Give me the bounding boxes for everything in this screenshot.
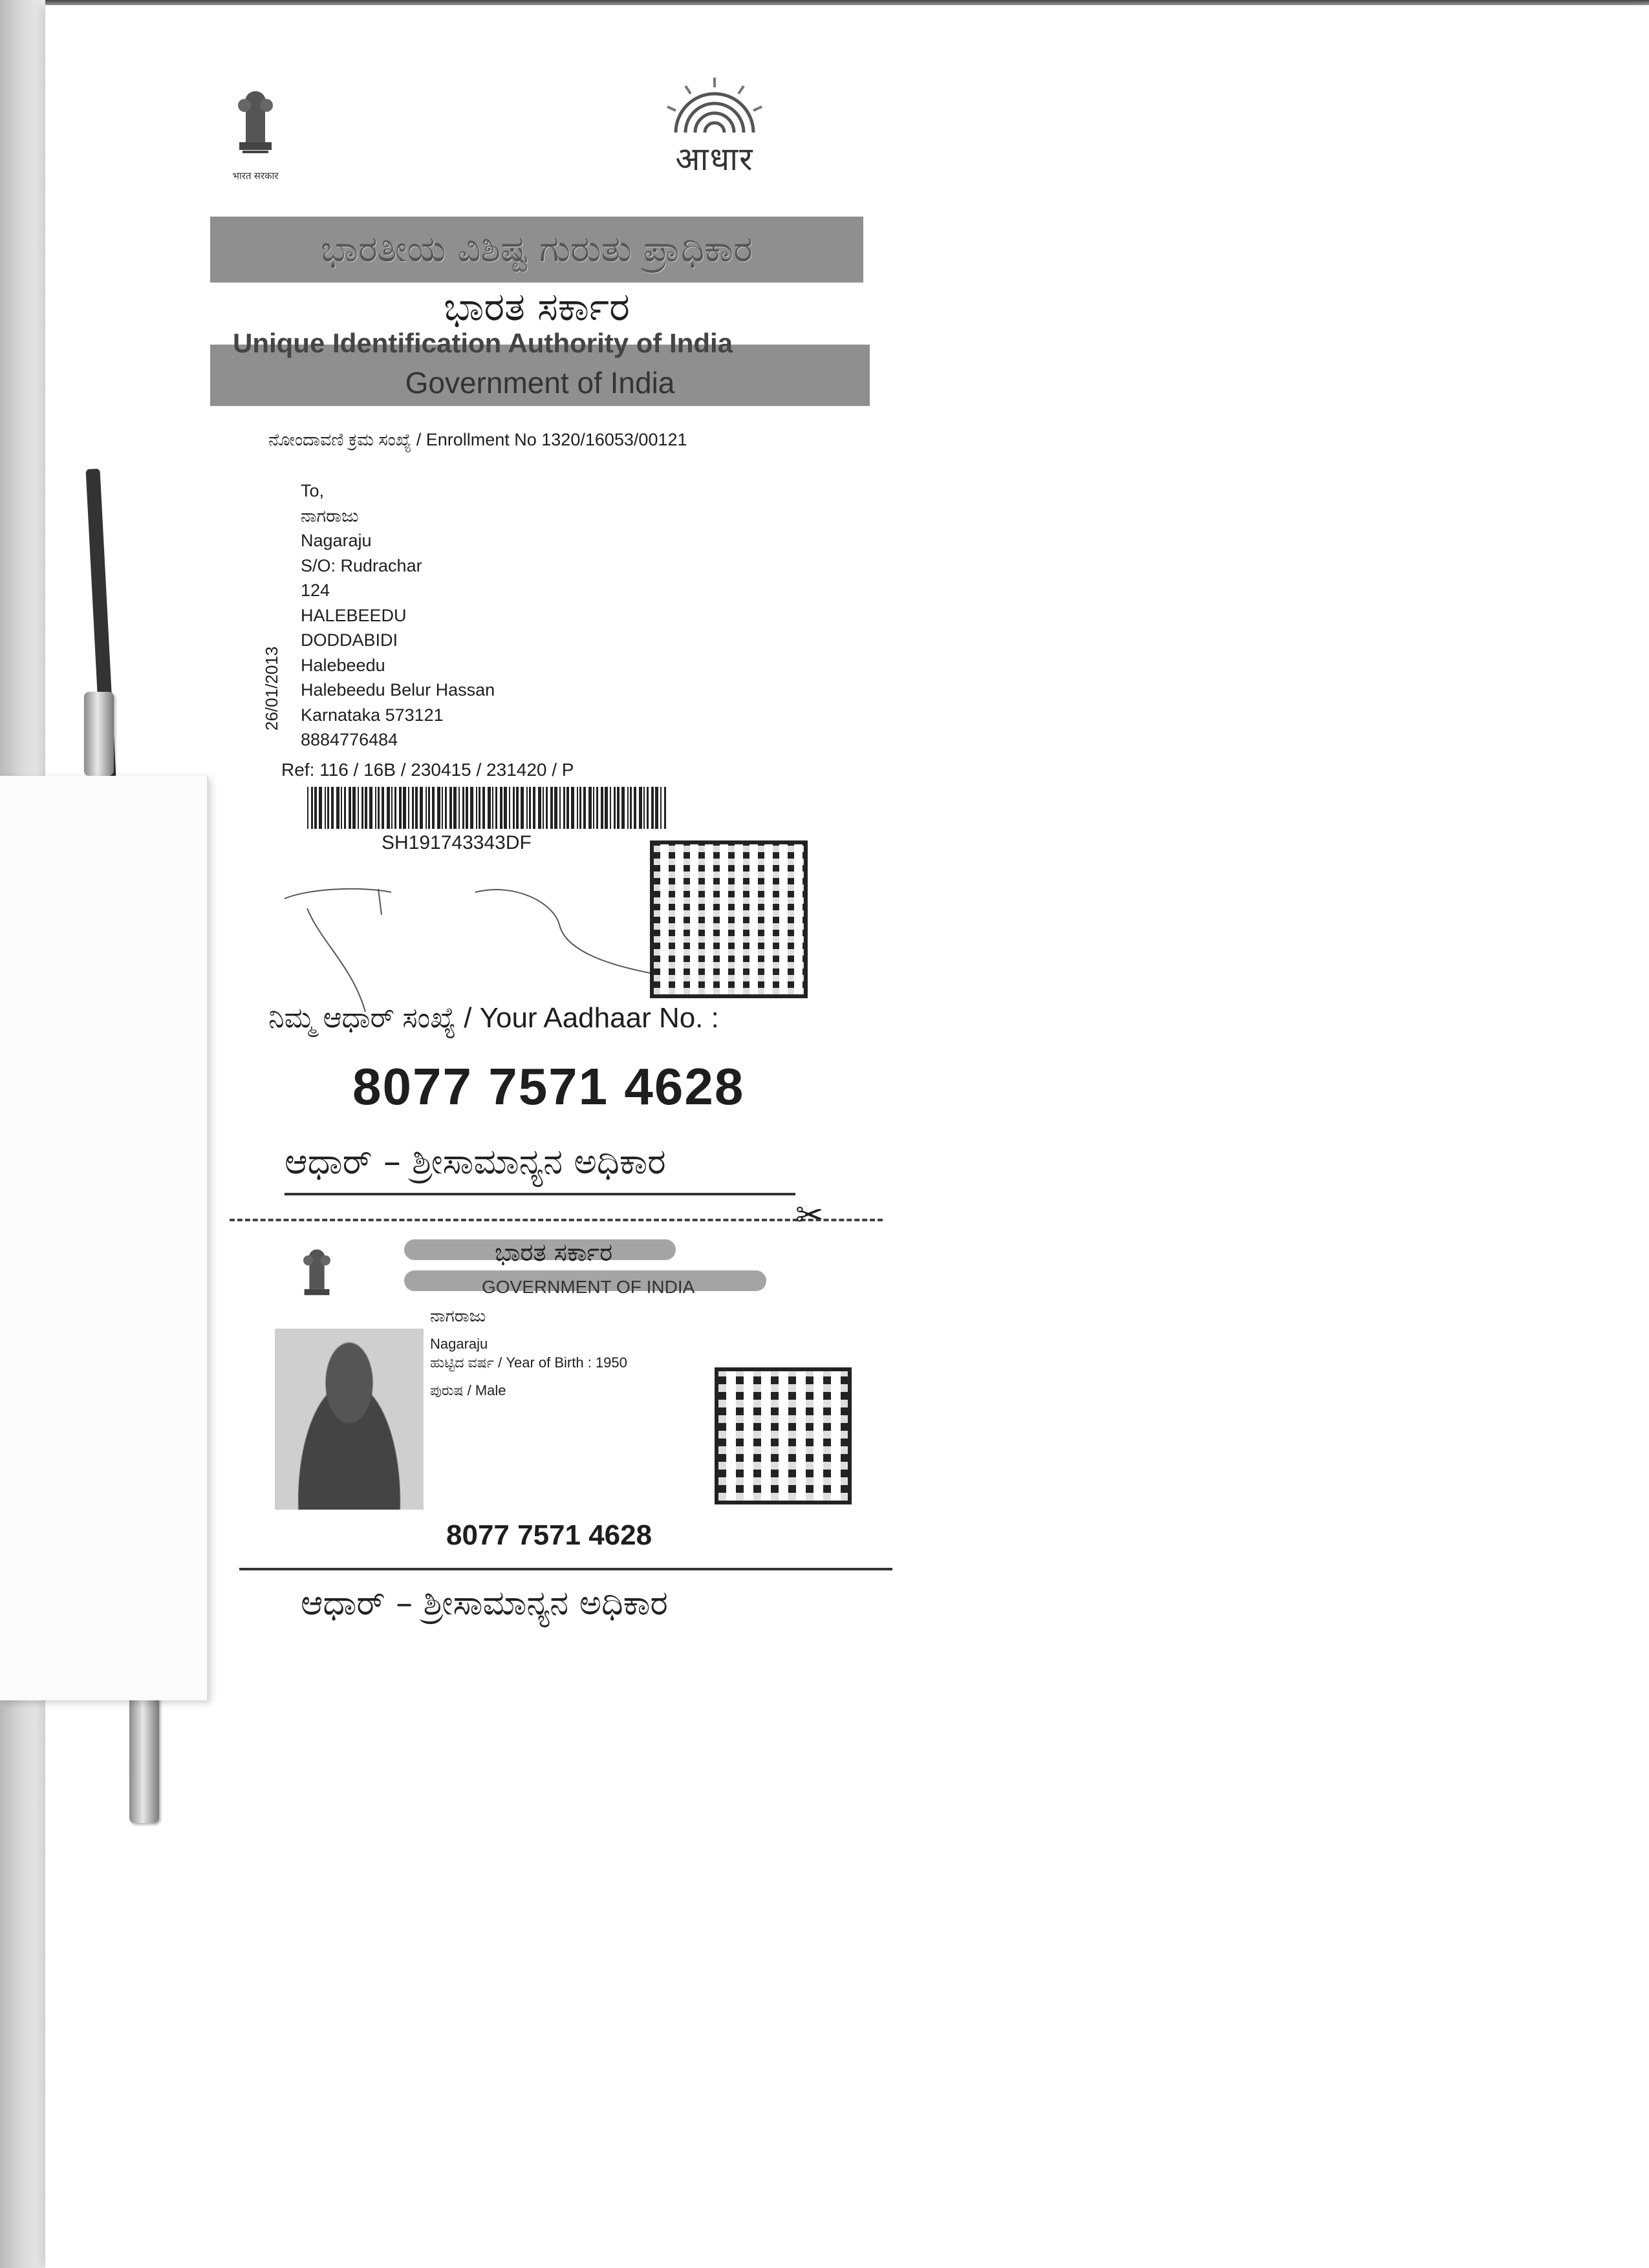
barcode-bar [526,787,528,829]
barcode-bar [533,787,535,829]
barcode-bar [639,787,642,829]
card-divider [239,1568,892,1570]
binder-clip-top [84,692,114,776]
barcode-bar [476,787,477,829]
card-name-kannada: ನಾಗರಾಜು [430,1306,486,1325]
barcode-bar [449,787,452,829]
barcode-bar [596,787,598,829]
barcode-bar [504,787,507,829]
card-year-of-birth: ಹುಟ್ಟಿದ ವರ್ಷ / Year of Birth : 1950 [430,1354,627,1371]
barcode-bar [426,787,427,829]
folded-paper-strip [0,776,208,1700]
your-aadhaar-label: ನಿಮ್ಮ ಆಧಾರ್ ಸಂಖ್ಯೆ / Your Aadhaar No. : [268,1002,719,1034]
national-emblem-icon [226,81,285,165]
barcode-bar [311,787,313,829]
barcode-bar [403,787,406,829]
address-line: DODDABIDI [301,630,398,650]
barcode [307,787,666,829]
barcode-bar [660,787,662,829]
barcode-bar [529,787,531,829]
barcode-bar [566,787,569,829]
scissors-icon: ✂ [795,1197,824,1234]
barcode-bar [325,787,326,829]
card-government-english: GOVERNMENT OF INDIA [482,1277,695,1297]
national-emblem-icon [294,1241,339,1307]
address-line: ನಾಗರಾಜು [301,506,359,526]
barcode-bar [627,787,629,829]
barcode-bar [331,787,334,829]
authority-english-heading: Unique Identification Authority of India [233,328,733,358]
barcode-bar [378,787,380,829]
barcode-bar [361,787,363,829]
barcode-bar [543,787,544,829]
card-emblem-block [294,1241,339,1310]
address-line: HALEBEEDU [301,605,407,625]
address-line: Halebeedu Belur Hassan [301,680,495,700]
cut-here-line [230,1219,883,1221]
barcode-bar [314,787,317,829]
aadhaar-logo [643,74,786,180]
barcode-bar [513,787,515,829]
barcode-bar [319,787,322,829]
barcode-bar [614,787,616,829]
address-line: 124 [301,581,330,600]
issue-date: 26/01/2013 [262,646,281,731]
barcode-bar [437,787,440,829]
address-line: S/O: Rudrachar [301,555,422,575]
aadhaar-logo-text: आधार [675,140,754,178]
barcode-bar [344,787,346,829]
barcode-bar [500,787,502,829]
barcode-bar [651,787,654,829]
barcode-bar [382,787,384,829]
card-name: Nagaraju [430,1336,488,1352]
barcode-bar [479,787,480,829]
address-line: Karnataka 573121 [301,705,444,725]
barcode-bar [538,787,541,829]
barcode-bar [579,787,581,829]
barcode-bar [420,787,423,829]
card-gender: ಪುರುಷ / Male [430,1382,506,1398]
emblem-block [226,81,285,182]
barcode-bar [482,787,485,829]
portrait-photo [275,1329,424,1510]
barcode-bar [643,787,645,829]
barcode-bar [394,787,396,829]
barcode-bar [621,787,625,829]
barcode-bar [516,787,519,829]
barcode-bar [577,787,578,829]
barcode-bar [375,787,376,829]
barcode-bar [583,787,586,829]
card-qr-code [715,1367,852,1504]
address-line: 8884776484 [301,730,398,749]
barcode-bar [307,787,308,829]
barcode-bar [492,787,493,829]
barcode-bar [559,787,561,829]
barcode-bar [610,787,611,829]
barcode-bar [352,787,356,829]
barcode-bar [341,787,342,829]
barcode-bar [509,787,510,829]
barcode-bar [605,787,608,829]
barcode-bar [470,787,473,829]
address-block [301,478,495,753]
barcode-bar [593,787,594,829]
address-line: Halebeedu [301,655,385,675]
barcode-bar [428,787,430,829]
barcode-number: SH191743343DF [382,832,532,853]
aadhaar-number: 8077 7571 4628 [352,1058,745,1115]
card-aadhaar-number: 8077 7571 4628 [446,1519,652,1551]
card-government-kannada: ಭಾರತ ಸರ್ಕಾರ [495,1238,613,1267]
qr-code [650,840,808,998]
barcode-bar [630,787,632,829]
address-line: Nagaraju [301,531,372,550]
barcode-bar [634,787,636,829]
barcode-bar [546,787,548,829]
barcode-bar [655,787,658,829]
barcode-bar [387,787,390,829]
barcode-bar [336,787,339,829]
government-kannada-heading: ಭಾರತ ಸರ್ಕಾರ [444,284,630,330]
barcode-bar [466,787,468,829]
barcode-bar [495,787,497,829]
emblem-caption: भारत सरकार [232,171,279,182]
barcode-bar [588,787,592,829]
authority-kannada-banner: ಭಾರತೀಯ ವಿಶಿಷ್ಟ ಗುರುತು ಪ್ರಾಧಿಕಾರ [210,217,863,283]
barcode-bar [399,787,402,829]
tagline-underline [285,1193,795,1195]
barcode-bar [391,787,393,829]
reference-number: Ref: 116 / 16B / 230415 / 231420 / P [281,760,574,780]
barcode-bar [453,787,457,829]
barcode-bar [488,787,491,829]
binder-clip-bottom [129,1694,159,1823]
barcode-bar [442,787,443,829]
government-english-heading: Government of India [405,366,675,400]
barcode-bar [327,787,329,829]
barcode-bar [358,787,359,829]
aadhaar-tagline: ಆಧಾರ್ – ಶ್ರೀಸಾಮಾನ್ಯನ ಅಧಿಕಾರ [285,1141,666,1182]
enrollment-number: ನೋಂದಾವಣಿ ಕ್ರಮ ಸಂಖ್ಯೆ / Enrollment No 1320/16053/00121 [268,430,687,449]
barcode-bar [408,787,409,829]
barcode-bar [415,787,418,829]
barcode-bar [365,787,367,829]
barcode-bar [349,787,351,829]
barcode-bar [601,787,603,829]
barcode-bar [550,787,553,829]
barcode-bar [571,787,574,829]
address-line: To, [301,481,325,500]
barcode-bar [412,787,414,829]
barcode-bar [369,787,372,829]
card-details [430,1300,627,1407]
barcode-bar [458,787,460,829]
barcode-bar [554,787,557,829]
barcode-bar [617,787,620,829]
barcode-bar [521,787,524,829]
barcode-bar [445,787,447,829]
barcode-bar [664,787,666,829]
barcode-bar [563,787,565,829]
barcode-bar [647,787,649,829]
barcode-bar [432,787,435,829]
barcode-bar [462,787,464,829]
aadhaar-letter [210,61,896,1658]
card-tagline: ಆಧಾರ್ – ಶ್ರೀಸಾಮಾನ್ಯನ ಅಧಿಕಾರ [301,1584,668,1623]
aadhaar-fingerprint-logo-icon [660,74,770,133]
